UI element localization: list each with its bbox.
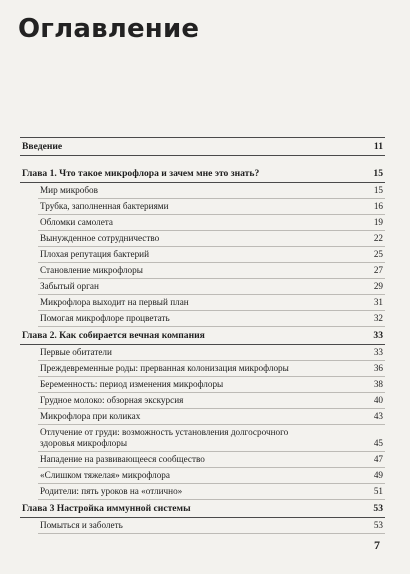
entry-page: 29 [373, 281, 383, 291]
entry-page: 49 [373, 470, 383, 480]
toc-entry-section[interactable] [38, 425, 385, 452]
entry-page: 51 [373, 486, 383, 496]
toc-entry-section[interactable] [38, 279, 385, 295]
entry-label: Мир микробов [40, 185, 98, 195]
entry-page: 16 [373, 201, 383, 211]
entry-label: Глава 3 Настройка иммунной системы [22, 503, 191, 514]
toc-entry-section[interactable] [38, 247, 385, 263]
entry-label: Забытый орган [40, 281, 99, 291]
toc-entry-section[interactable] [38, 452, 385, 468]
toc-entry-section[interactable] [38, 393, 385, 409]
toc-entry-section[interactable] [38, 263, 385, 279]
toc-entry-chapter[interactable] [20, 165, 385, 183]
toc-entry-section[interactable] [38, 183, 385, 199]
toc-entry-section[interactable] [38, 199, 385, 215]
toc-entry-section[interactable] [38, 468, 385, 484]
entry-page: 22 [373, 233, 383, 243]
entry-label: Обломки самолета [40, 217, 113, 227]
entry-label: Отлучение от груди: возможность установления долгосрочного здоровья микрофлоры [40, 427, 289, 448]
entry-label: Родители: пять уроков на «отлично» [40, 486, 183, 496]
entry-label: Трубка, заполненная бактериями [40, 201, 169, 211]
entry-label: Помогая микрофлоре процветать [40, 313, 170, 323]
toc-entry-chapter[interactable] [20, 500, 385, 518]
entry-page: 15 [373, 185, 383, 195]
entry-label: Плохая репутация бактерий [40, 249, 150, 259]
entry-page: 31 [373, 297, 383, 307]
entry-page: 53 [373, 503, 383, 514]
toc-entry-section[interactable] [38, 231, 385, 247]
entry-label: Первые обитатели [40, 347, 112, 357]
entry-page: 53 [373, 520, 383, 530]
entry-page: 25 [373, 249, 383, 259]
entry-page: 19 [373, 217, 383, 227]
entry-label: Преждевременные роды: прерванная колонизация микрофлоры [40, 363, 289, 373]
entry-page: 27 [373, 265, 383, 275]
toc-entry-section[interactable] [38, 518, 385, 534]
entry-page: 45 [373, 438, 383, 448]
entry-label: Микрофлора выходит на первый план [40, 297, 189, 307]
entry-page: 33 [373, 330, 383, 341]
entry-label: Становление микрофлоры [40, 265, 143, 275]
entry-page: 38 [373, 379, 383, 389]
toc-entry-section[interactable] [38, 295, 385, 311]
entry-label: Глава 2. Как собирается вечная компания [22, 330, 205, 341]
entry-page: 47 [373, 454, 383, 464]
entry-page: 15 [373, 168, 383, 179]
entry-label: Глава 1. Что такое микрофлора и зачем мне это знать? [22, 168, 260, 179]
toc-entry-chapter[interactable] [20, 138, 385, 156]
entry-label: Помыться и заболеть [40, 520, 123, 530]
toc-entry-section[interactable] [38, 484, 385, 500]
page-number: 7 [374, 538, 380, 552]
entry-page: 11 [373, 141, 383, 152]
entry-label: Микрофлора при коликах [40, 411, 141, 421]
page-title: Оглавление [18, 14, 200, 44]
toc-entry-section[interactable] [38, 311, 385, 327]
entry-page: 33 [373, 347, 383, 357]
entry-label: Нападение на развивающееся сообщество [40, 454, 205, 464]
toc-entry-section[interactable] [38, 345, 385, 361]
entry-page: 40 [373, 395, 383, 405]
entry-page: 32 [373, 313, 383, 323]
entry-label: Вынужденное сотрудничество [40, 233, 160, 243]
toc-entry-section[interactable] [38, 361, 385, 377]
toc-entry-section[interactable] [38, 215, 385, 231]
entry-label: Беременность: период изменения микрофлоры [40, 379, 224, 389]
toc-entry-section[interactable] [38, 409, 385, 425]
entry-label: «Слишком тяжелая» микрофлора [40, 470, 170, 480]
entry-page: 43 [373, 411, 383, 421]
entry-label: Грудное молоко: обзорная экскурсия [40, 395, 184, 405]
entry-label: Введение [22, 141, 63, 152]
toc-entry-section[interactable] [38, 377, 385, 393]
toc-entry-chapter[interactable] [20, 327, 385, 345]
table-of-contents [20, 137, 385, 534]
entry-page: 36 [373, 363, 383, 373]
